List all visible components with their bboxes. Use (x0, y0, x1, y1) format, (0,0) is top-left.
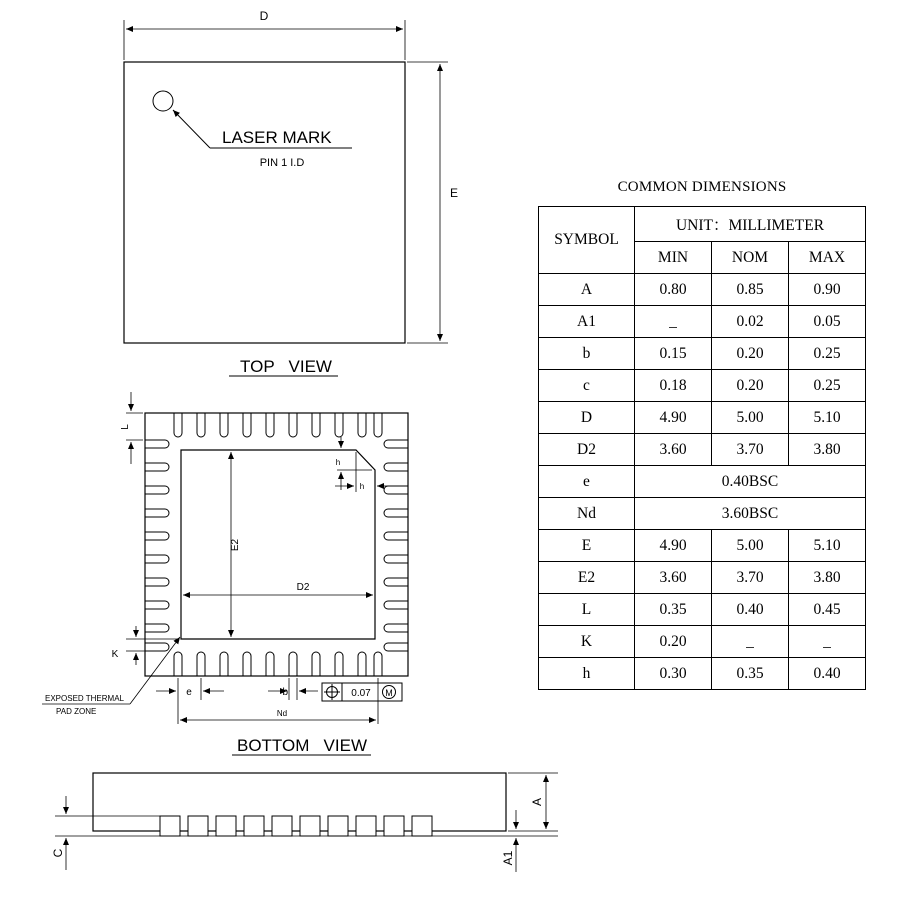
pad (384, 578, 408, 586)
pad (312, 413, 320, 437)
side-lead (384, 816, 404, 836)
pads-top (174, 413, 382, 437)
table-row (539, 338, 866, 370)
dimension-table (538, 206, 866, 690)
d2-label: D2 (296, 582, 310, 593)
min-cell: _ (635, 306, 712, 338)
table-row (539, 562, 866, 594)
table-row (539, 370, 866, 402)
table-row (539, 594, 866, 626)
pin1-circle (153, 91, 173, 111)
symbol-cell: E (539, 530, 635, 562)
symbol-cell: E2 (539, 562, 635, 594)
nom-cell: 3.70 (712, 562, 789, 594)
pad (312, 652, 320, 676)
min-cell: 0.18 (635, 370, 712, 402)
pad (145, 555, 169, 563)
min-cell: 0.30 (635, 658, 712, 690)
pad (145, 486, 169, 494)
pad (145, 463, 169, 471)
side-lead (356, 816, 376, 836)
pad (335, 413, 343, 437)
nom-cell: 0.40 (712, 594, 789, 626)
max-cell: 5.10 (789, 402, 866, 434)
side-lead (328, 816, 348, 836)
a-label: A (530, 797, 544, 807)
pad (384, 532, 408, 540)
a1-label: A1 (501, 850, 515, 866)
pad (145, 578, 169, 586)
table-row (539, 626, 866, 658)
nom-cell: 0.02 (712, 306, 789, 338)
max-cell: 0.25 (789, 370, 866, 402)
pad (358, 413, 366, 437)
max-cell: 0.40 (789, 658, 866, 690)
max-cell: 0.45 (789, 594, 866, 626)
nom-cell: 0.20 (712, 370, 789, 402)
nom-cell: 0.20 (712, 338, 789, 370)
pads-left (145, 440, 169, 651)
pad (384, 624, 408, 632)
l-label: L (120, 424, 131, 430)
e-label: e (186, 687, 192, 698)
min-header: MIN (635, 242, 712, 274)
mmc-label: M (385, 688, 393, 698)
pad (289, 413, 297, 437)
pad (197, 413, 205, 437)
pad (145, 601, 169, 609)
bsc-value-cell: 0.40BSC (635, 466, 866, 498)
bottom-view-outline (145, 413, 408, 676)
min-cell: 0.80 (635, 274, 712, 306)
pad (145, 532, 169, 540)
pad (358, 652, 366, 676)
pad (374, 652, 382, 676)
max-header: MAX (789, 242, 866, 274)
pad (220, 413, 228, 437)
pad (384, 509, 408, 517)
pad (384, 463, 408, 471)
side-view (55, 773, 558, 872)
max-cell: 0.25 (789, 338, 866, 370)
table-row (539, 402, 866, 434)
pad (384, 440, 408, 448)
symbol-cell: D (539, 402, 635, 434)
nom-cell: 0.85 (712, 274, 789, 306)
symbol-cell: L (539, 594, 635, 626)
symbol-cell: A (539, 274, 635, 306)
max-cell: 0.90 (789, 274, 866, 306)
exposed-pad-label-1: EXPOSED THERMAL (45, 694, 124, 703)
nom-header: NOM (712, 242, 789, 274)
pads-right (384, 440, 408, 651)
pad (243, 652, 251, 676)
max-cell: 3.80 (789, 434, 866, 466)
table-row (539, 434, 866, 466)
nom-cell: 5.00 (712, 530, 789, 562)
exposed-pad-label-2: PAD ZONE (56, 707, 97, 716)
symbol-cell: Nd (539, 498, 635, 530)
symbol-header: SYMBOL (539, 207, 635, 274)
pad (374, 413, 382, 437)
pad (266, 413, 274, 437)
pad (174, 413, 182, 437)
table-row (539, 466, 866, 498)
side-lead (244, 816, 264, 836)
side-lead (412, 816, 432, 836)
e2-label: E2 (230, 538, 241, 552)
pad (384, 643, 408, 651)
common-dimensions-table (538, 176, 866, 690)
min-cell: 0.20 (635, 626, 712, 658)
nom-cell: 5.00 (712, 402, 789, 434)
max-cell: 0.05 (789, 306, 866, 338)
pad (145, 643, 169, 651)
side-lead (188, 816, 208, 836)
pad (384, 486, 408, 494)
unit-header: UNIT：MILLIMETER (635, 207, 866, 242)
top-e-label: E (449, 186, 459, 200)
pad (266, 652, 274, 676)
min-cell: 0.35 (635, 594, 712, 626)
c-label: C (51, 848, 65, 858)
pad (384, 601, 408, 609)
pads-bottom (174, 652, 382, 676)
h-label-horizontal: h (359, 482, 365, 491)
laser-mark-arrow (173, 110, 210, 148)
pad (145, 509, 169, 517)
bottom-view-caption: BOTTOM VIEW (236, 736, 368, 755)
top-view-caption: TOP VIEW (240, 357, 332, 376)
symbol-cell: A1 (539, 306, 635, 338)
max-cell: 5.10 (789, 530, 866, 562)
min-cell: 4.90 (635, 402, 712, 434)
pin1-label: PIN 1 I.D (259, 157, 305, 169)
table-row (539, 658, 866, 690)
table-row (539, 274, 866, 306)
pad (335, 652, 343, 676)
symbol-cell: K (539, 626, 635, 658)
table-title: COMMON DIMENSIONS (617, 179, 787, 195)
side-lead (160, 816, 180, 836)
symbol-cell: b (539, 338, 635, 370)
tolerance-value: 0.07 (351, 688, 371, 699)
top-d-label: D (259, 9, 269, 23)
top-view (124, 20, 448, 343)
table-row (539, 306, 866, 338)
laser-mark-label: LASER MARK (222, 128, 332, 147)
nom-cell: 3.70 (712, 434, 789, 466)
max-cell: 3.80 (789, 562, 866, 594)
top-view-outline (124, 62, 405, 343)
pad (384, 555, 408, 563)
nom-cell: _ (712, 626, 789, 658)
max-cell: _ (789, 626, 866, 658)
side-lead (216, 816, 236, 836)
pad (220, 652, 228, 676)
dimension-table-body (539, 274, 866, 690)
symbol-cell: c (539, 370, 635, 402)
pad (145, 440, 169, 448)
min-cell: 3.60 (635, 434, 712, 466)
pad (243, 413, 251, 437)
table-row (539, 498, 866, 530)
pad (174, 652, 182, 676)
min-cell: 4.90 (635, 530, 712, 562)
min-cell: 0.15 (635, 338, 712, 370)
symbol-cell: e (539, 466, 635, 498)
exposed-pad-leader (130, 637, 180, 704)
nom-cell: 0.35 (712, 658, 789, 690)
side-leads (160, 816, 432, 836)
exposed-pad (181, 450, 375, 639)
min-cell: 3.60 (635, 562, 712, 594)
pad (289, 652, 297, 676)
b-label: b (282, 687, 288, 698)
side-lead (272, 816, 292, 836)
pad (197, 652, 205, 676)
k-label: K (111, 649, 119, 660)
pad (145, 624, 169, 632)
bsc-value-cell: 3.60BSC (635, 498, 866, 530)
nd-label: Nd (276, 709, 288, 718)
side-lead (300, 816, 320, 836)
h-label-vertical: h (335, 458, 341, 467)
symbol-cell: h (539, 658, 635, 690)
table-row (539, 530, 866, 562)
symbol-cell: D2 (539, 434, 635, 466)
bottom-view (42, 392, 408, 724)
